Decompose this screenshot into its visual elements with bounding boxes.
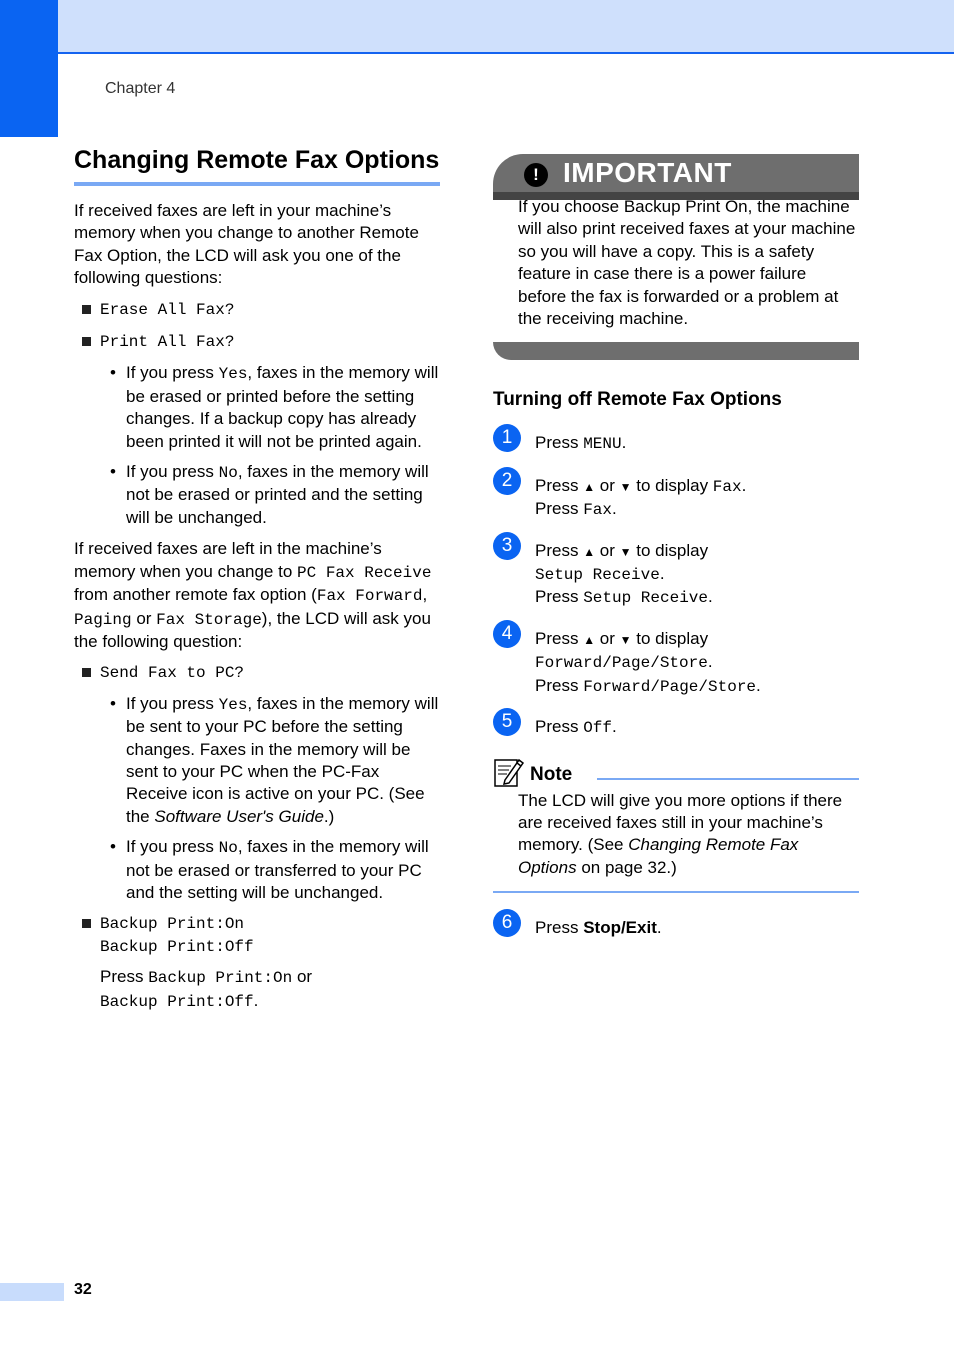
chapter-label: Chapter 4 [105, 80, 176, 97]
note-body: The LCD will give you more options if there are received faxes still in your machine’s memory. (See Changing Remote Fax Options on page 32.) [518, 790, 843, 877]
bullet-no-erase: • If you press No, faxes in the memory will not be erased or printed and the setting will be unchanged. [110, 462, 429, 527]
intro-paragraph: If received faxes are left in your machine’s memory when you change to another Remote Fax Option, the LCD will ask you one of the following questions: [74, 201, 419, 288]
note-bottom-rule [493, 891, 859, 893]
question-erase: Erase All Fax? [74, 299, 440, 321]
step-number-badge: 3 [493, 532, 521, 560]
bullet-yes-erase: • If you press Yes, faxes in the memory will be erased or printed before the setting changes. If a backup copy has already been printed it will not be printed again. [110, 363, 439, 451]
down-arrow-icon: ▼ [619, 544, 632, 559]
down-arrow-icon: ▼ [619, 479, 632, 494]
note-box [493, 756, 859, 894]
exclamation-icon: ! [524, 163, 548, 187]
step-2: 2 Press ▲ or ▼ to display Fax. Press Fax. [493, 475, 859, 522]
title-rule [74, 182, 440, 186]
right-column [493, 154, 859, 940]
page-number-bar [0, 1283, 64, 1301]
up-arrow-icon: ▲ [583, 544, 596, 559]
pcfax-paragraph: If received faxes are left in the machine’s memory when you change to PC Fax Receive from another remote fax option (Fax Forward, Paging or Fax Storage), the LCD will ask you the following question: [74, 539, 432, 651]
question-backup-print: Backup Print:On Backup Print:Off [74, 913, 440, 958]
important-footer [493, 342, 859, 360]
section-title: Changing Remote Fax Options [74, 146, 440, 174]
bullet-square-icon [82, 919, 91, 928]
subsection-title: Turning off Remote Fax Options [493, 389, 782, 411]
down-arrow-icon: ▼ [619, 632, 632, 647]
step-3: 3 Press ▲ or ▼ to display Setup Receive. Press Setup Receive. [493, 540, 859, 610]
note-rule [597, 778, 859, 780]
bullet-square-icon [82, 668, 91, 677]
page-number: 32 [74, 1281, 92, 1298]
backup-press-instruction: Press Backup Print:On or Backup Print:Off. [100, 967, 313, 1011]
important-header [493, 154, 859, 192]
bullet-dot-icon: • [110, 462, 116, 482]
step-number-badge: 1 [493, 424, 521, 452]
header-band [0, 0, 954, 54]
step-1: 1 Press MENU. [493, 432, 859, 455]
important-title: IMPORTANT [563, 157, 732, 188]
bullet-square-icon [82, 305, 91, 314]
note-header [493, 756, 859, 790]
step-6: 6 Press Stop/Exit. [493, 917, 859, 939]
bullet-no-send: • If you press No, faxes in the memory will not be erased or transferred to your PC and the setting will be unchanged. [110, 837, 429, 902]
up-arrow-icon: ▲ [583, 632, 596, 647]
question-send-pc: Send Fax to PC? [74, 662, 440, 684]
bullet-dot-icon: • [110, 693, 116, 713]
bullet-dot-icon: • [110, 363, 116, 383]
note-pencil-icon [493, 756, 525, 788]
important-body: If you choose Backup Print On, the machine will also print received faxes at your machine so you will have a copy. This is a safety feature in case there is a power failure before the fax is forwarded or a problem at the receiving machine. [518, 197, 856, 329]
step-number-badge: 6 [493, 909, 521, 937]
left-column [74, 145, 440, 1013]
note-label: Note [530, 763, 573, 785]
step-5: 5 Press Off. [493, 716, 859, 739]
chapter-tab [0, 0, 58, 137]
step-number-badge: 5 [493, 708, 521, 736]
step-4: 4 Press ▲ or ▼ to display Forward/Page/Store. Press Forward/Page/Store. [493, 628, 859, 698]
bullet-yes-send: • If you press Yes, faxes in the memory will be sent to your PC before the setting changes. Faxes in the memory will be sent to your PC when the PC-Fax Receive icon is active on your PC. (See the Software User's Guide.) [110, 693, 439, 826]
up-arrow-icon: ▲ [583, 479, 596, 494]
question-print: Print All Fax? [74, 331, 440, 353]
bullet-square-icon [82, 337, 91, 346]
step-number-badge: 4 [493, 620, 521, 648]
bullet-dot-icon: • [110, 837, 116, 857]
step-number-badge: 2 [493, 467, 521, 495]
